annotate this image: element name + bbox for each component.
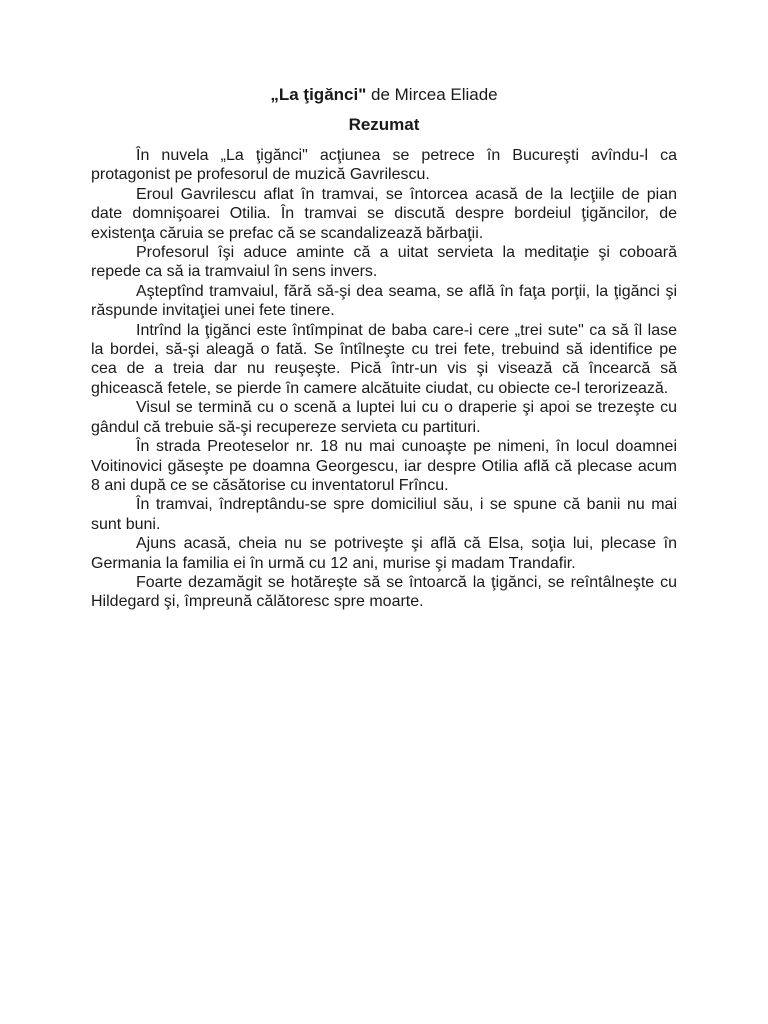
title-work: „La ţigănci" bbox=[270, 85, 367, 104]
document-title bbox=[91, 84, 677, 106]
summary-body bbox=[91, 146, 677, 612]
paragraph: Profesorul îşi aduce aminte că a uitat servieta la meditaţie şi coboară repede ca să ia tramvaiul în sens invers. bbox=[91, 244, 677, 281]
paragraph: Foarte dezamăgit se hotăreşte să se întoarcă la ţigănci, se reîntâlneşte cu Hildegard şi, împreună călătoresc spre moarte. bbox=[91, 573, 677, 611]
paragraph: Intrînd la ţigănci este întîmpinat de baba care-i cere „trei sute" ca să îl lase la bordei, să-şi aleagă o fată. Se întîlneşte cu trei fete, trebuind să identifice pe cea de a treia dar nu reuşeşte. Pică într-un vis şi visează că încearcă să ghicească fetele, se pierde în camere alcătuite ciudat, cu obiecte ce-l terorizează. bbox=[91, 321, 677, 397]
paragraph: Aşteptînd tramvaiul, fără să-şi dea seama, se află în faţa porţii, la ţigănci şi răspunde invitaţiei unei fete tinere. bbox=[91, 282, 677, 320]
paragraph: În tramvai, îndreptându-se spre domiciliul său, i se spune că banii nu mai sunt buni. bbox=[91, 496, 677, 533]
paragraph: Eroul Gavrilescu aflat în tramvai, se întorcea acasă de la lecţiile de pian date domnişoarei Otilia. În tramvai se discută despre bordeiul ţigăncilor, de existenţa căruia se prefac că se scandalizează bărbaţii. bbox=[91, 185, 677, 242]
paragraph: Visul se termină cu o scenă a luptei lui cu o draperie şi apoi se trezeşte cu gândul că trebuie să-şi recupereze servieta cu partituri. bbox=[91, 399, 677, 436]
title-author: de Mircea Eliade bbox=[366, 85, 498, 104]
paragraph: Ajuns acasă, cheia nu se potriveşte şi află că Elsa, soţia lui, plecase în Germania la familia ei în urmă cu 12 ani, murise şi madam Trandafir. bbox=[91, 535, 677, 572]
paragraph: În nuvela „La ţigănci" acţiunea se petrece în Bucureşti avîndu-l ca protagonist pe profesorul de muzică Gavrilescu. bbox=[91, 147, 677, 184]
section-heading: Rezumat bbox=[348, 115, 420, 134]
paragraph: În strada Preoteselor nr. 18 nu mai cunoaşte pe nimeni, în locul doamnei Voitinovici găseşte pe doamna Georgescu, iar despre Otilia află că plecase acum 8 ani după ce se căsătorise cu inventatorul Frîncu. bbox=[91, 438, 677, 494]
